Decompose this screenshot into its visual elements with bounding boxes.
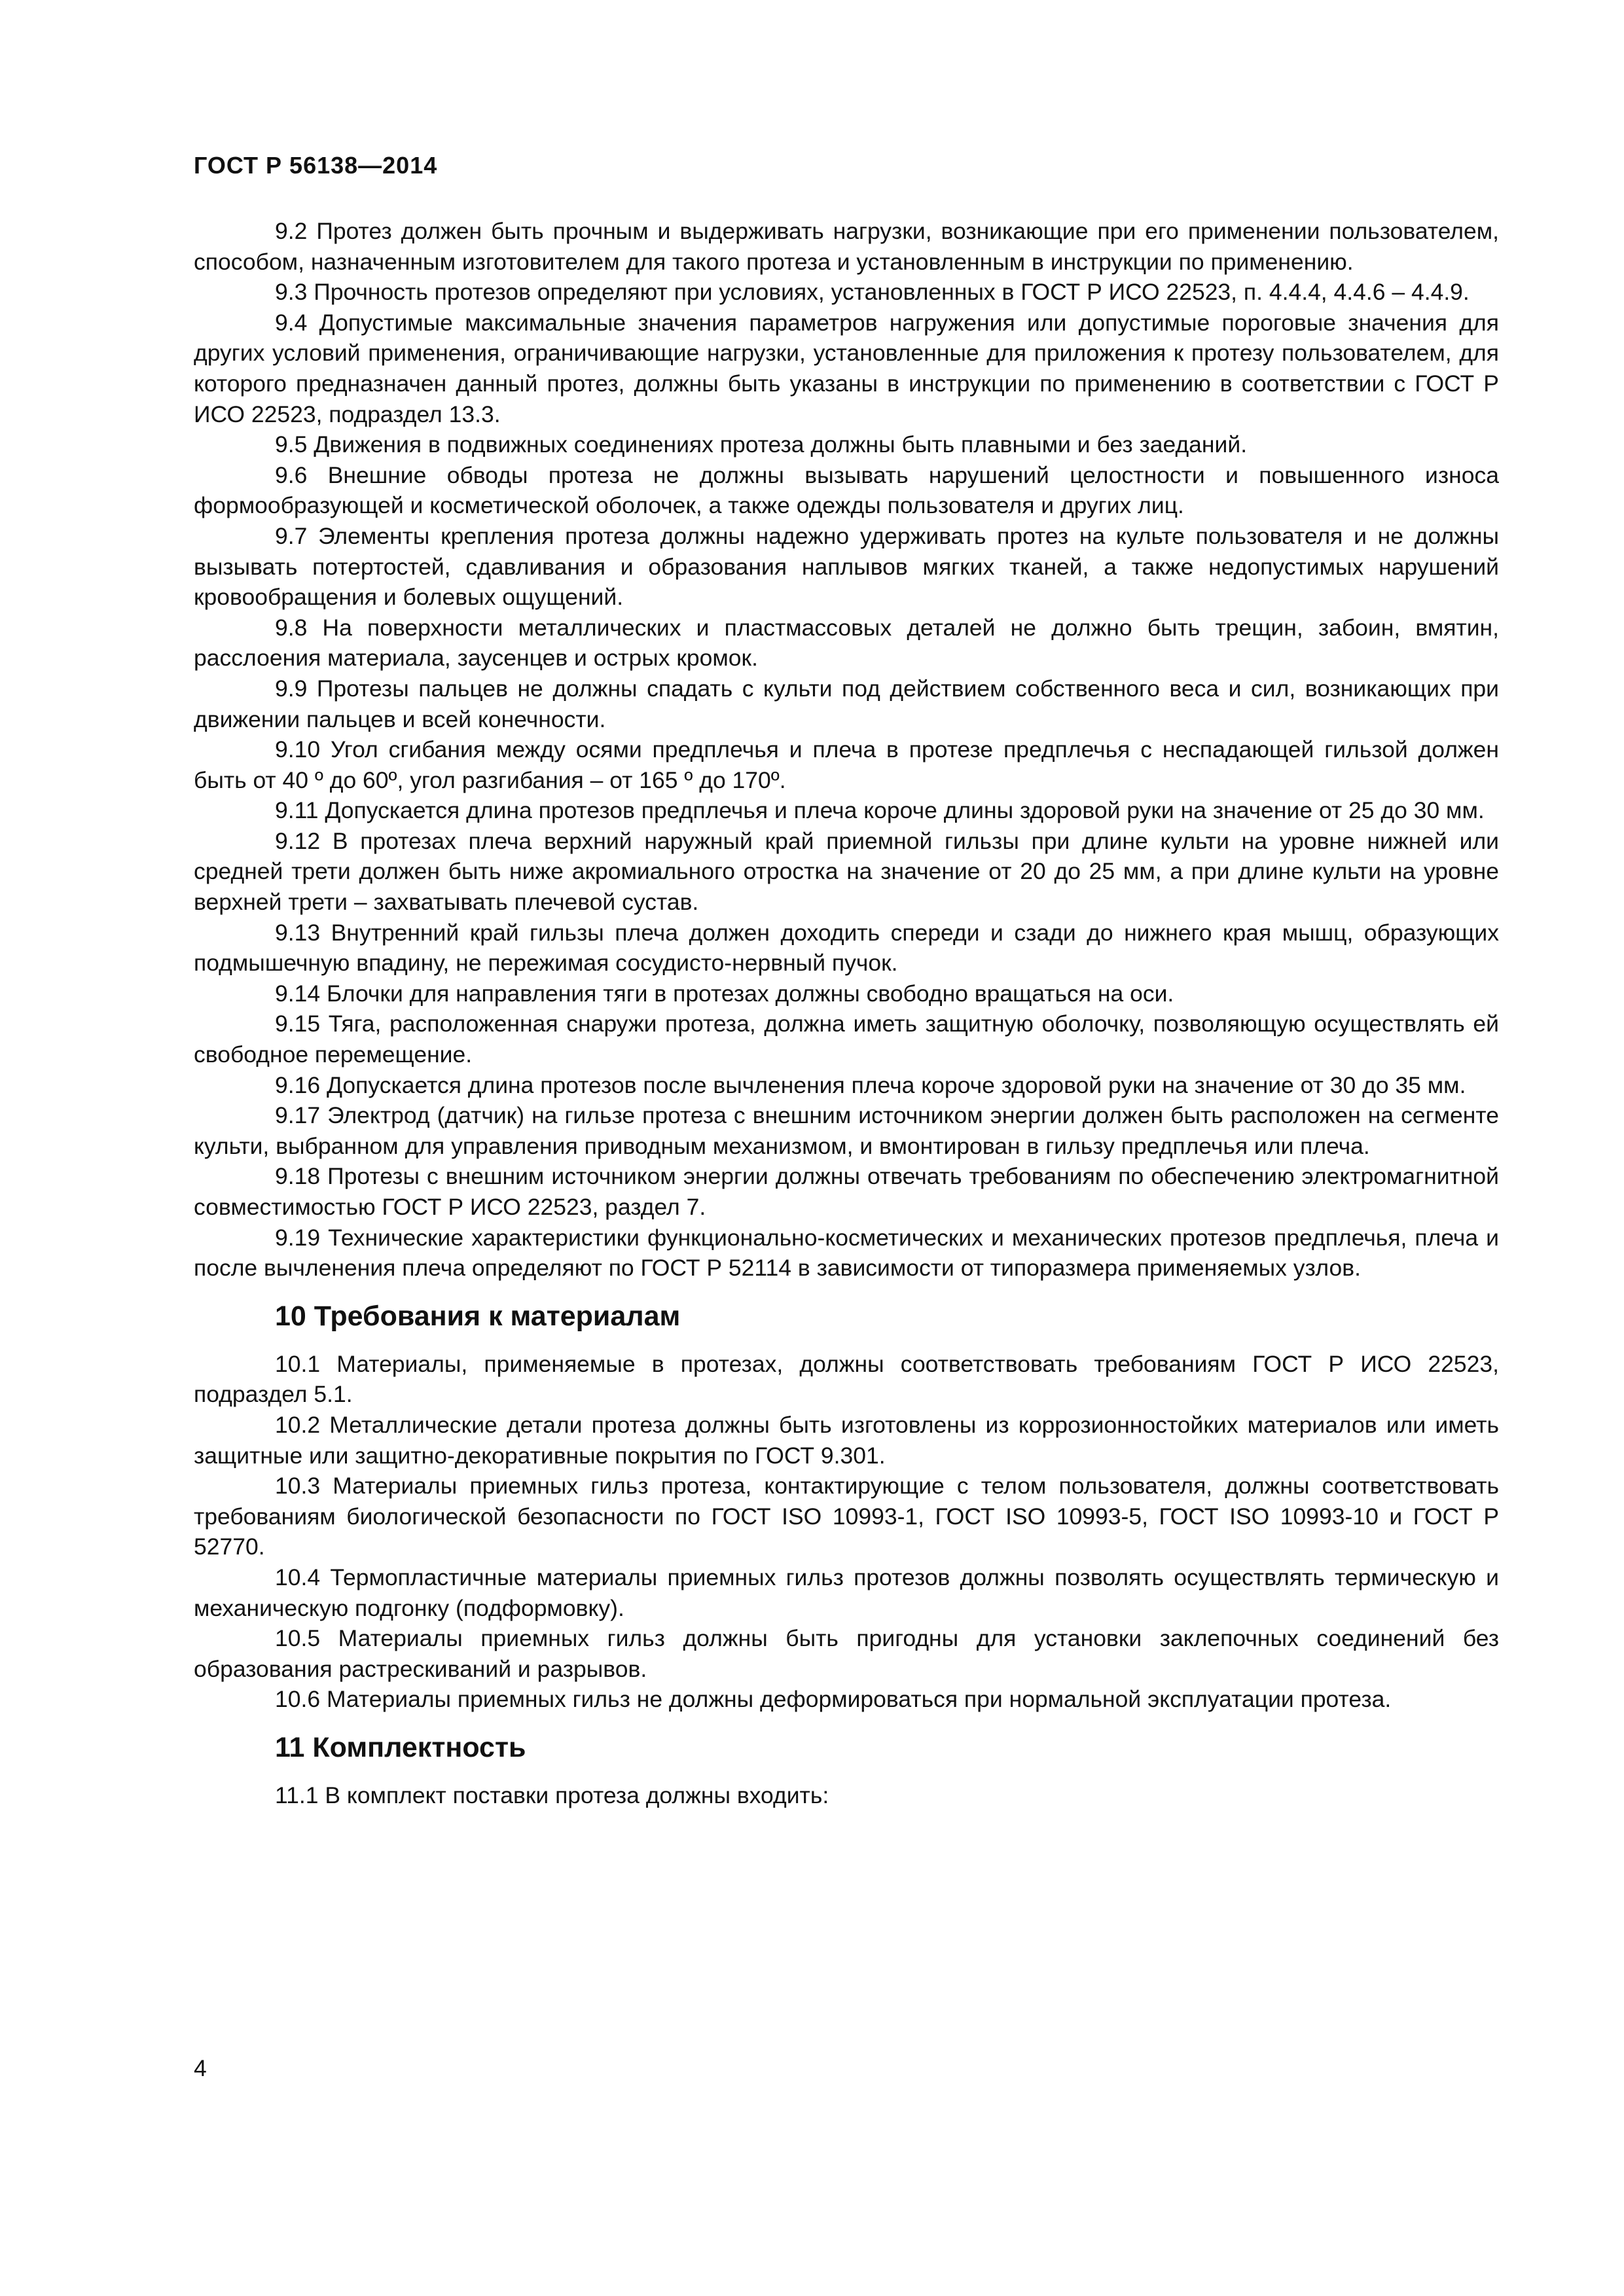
paragraph: 9.3 Прочность протезов определяют при условиях, установленных в ГОСТ Р ИСО 22523, п. 4.4.4, 4.4.6 – 4.4.9. [275,279,1470,306]
paragraph: 9.12 В протезах плеча верхний наружный край приемной гильзы при длине культи на уровне нижней или средней трети должен быть ниже акромиального отростка на значение от 20 до 25 мм, а при длине культи на уровне верхней трети – захватывать плечевой сустав. [194,827,1499,916]
paragraph: 10.4 Термопластичные материалы приемных гильз протезов должны позволять осуществлять термическую и механическую подгонку (подформовку). [194,1564,1499,1621]
paragraph: 10.5 Материалы приемных гильз должны быть пригодны для установки заклепочных соединений без образования растрескиваний и разрывов. [194,1625,1499,1682]
section-heading: 10 Требования к материалам [275,1300,681,1332]
paragraph: 9.2 Протез должен быть прочным и выдерживать нагрузки, возникающие при его применении пользователем, способом, назначенным изготовителем для такого протеза и установленным в инструкции по применению. [194,218,1499,275]
section-heading: 11 Комплектность [275,1731,526,1763]
paragraph: 9.10 Угол сгибания между осями предплечья и плеча в протезе предплечья с неспадающей гильзой должен быть от 40 º до 60º, угол разгибания – от 165 º до 170º. [194,736,1499,793]
paragraph: 9.7 Элементы крепления протеза должны надежно удерживать протез на культе пользователя и не должны вызывать потертостей, сдавливания и образования наплывов мягких тканей, а также недопустимых нарушений кровообращения и болевых ощущений. [194,522,1499,611]
paragraph: 9.19 Технические характеристики функционально-косметических и механических протезов предплечья, плеча и после вычленения плеча определяют по ГОСТ Р 52114 в зависимости от типоразмера применяемых узлов. [194,1224,1499,1282]
paragraph: 10.2 Металлические детали протеза должны быть изготовлены из коррозионностойких материалов или иметь защитные или защитно-декоративные покрытия по ГОСТ 9.301. [194,1411,1499,1469]
paragraph: 9.11 Допускается длина протезов предплечья и плеча короче длины здоровой руки на значение от 25 до 30 мм. [275,797,1485,824]
paragraph: 10.6 Материалы приемных гильз не должны деформироваться при нормальной эксплуатации протеза. [275,1686,1392,1713]
paragraph: 9.13 Внутренний край гильзы плеча должен доходить спереди и сзади до нижнего края мышц, образующих подмышечную впадину, не пережимая сосудисто-нервный пучок. [194,919,1499,977]
paragraph: 9.4 Допустимые максимальные значения параметров нагружения или допустимые пороговые значения для других условий применения, ограничивающие нагрузки, установленные для приложения к протезу пользователем, для которого предназначен данный протез, должны быть указаны в инструкции по применению в соответствии с ГОСТ Р ИСО 22523, подраздел 13.3. [194,309,1499,427]
paragraph: 9.8 На поверхности металлических и пластмассовых деталей не должно быть трещин, забоин, вмятин, расслоения материала, заусенцев и острых кромок. [194,614,1499,672]
paragraph: 9.14 Блочки для направления тяги в протезах должны свободно вращаться на оси. [275,980,1174,1007]
paragraph: 9.16 Допускается длина протезов после вычленения плеча короче здоровой руки на значение от 30 до 35 мм. [275,1071,1466,1098]
paragraph: 9.15 Тяга, расположенная снаружи протеза, должна иметь защитную оболочку, позволяющую осуществлять ей свободное перемещение. [194,1011,1499,1068]
document-body [194,216,1499,1811]
paragraph: 10.3 Материалы приемных гильз протеза, контактирующие с телом пользователя, должны соответствовать требованиям биологической безопасности по ГОСТ ISO 10993-1, ГОСТ ISO 10993-5, ГОСТ ISO 10993-10 и ГОСТ Р 52770. [194,1473,1499,1560]
paragraph: 9.6 Внешние обводы протеза не должны вызывать нарушений целостности и повышенного износа формообразующей и косметической оболочек, а также одежды пользователя и других лиц. [194,461,1499,519]
page-number: 4 [194,2055,207,2081]
paragraph: 9.9 Протезы пальцев не должны спадать с культи под действием собственного веса и сил, возникающих при движении пальцев и всей конечности. [194,675,1499,732]
paragraph: 11.1 В комплект поставки протеза должны входить: [275,1782,829,1808]
paragraph: 10.1 Материалы, применяемые в протезах, должны соответствовать требованиям ГОСТ Р ИСО 22523, подраздел 5.1. [194,1350,1499,1408]
paragraph: 9.17 Электрод (датчик) на гильзе протеза с внешним источником энергии должен быть расположен на сегменте культи, выбранном для управления приводным механизмом, и вмонтирован в гильзу предплечья или плеча. [194,1102,1499,1159]
document-number: ГОСТ Р 56138—2014 [194,152,438,179]
paragraph: 9.18 Протезы с внешним источником энергии должны отвечать требованиям по обеспечению электромагнитной совместимостью ГОСТ Р ИСО 22523, раздел 7. [194,1163,1499,1220]
paragraph: 9.5 Движения в подвижных соединениях протеза должны быть плавными и без заеданий. [275,431,1248,458]
